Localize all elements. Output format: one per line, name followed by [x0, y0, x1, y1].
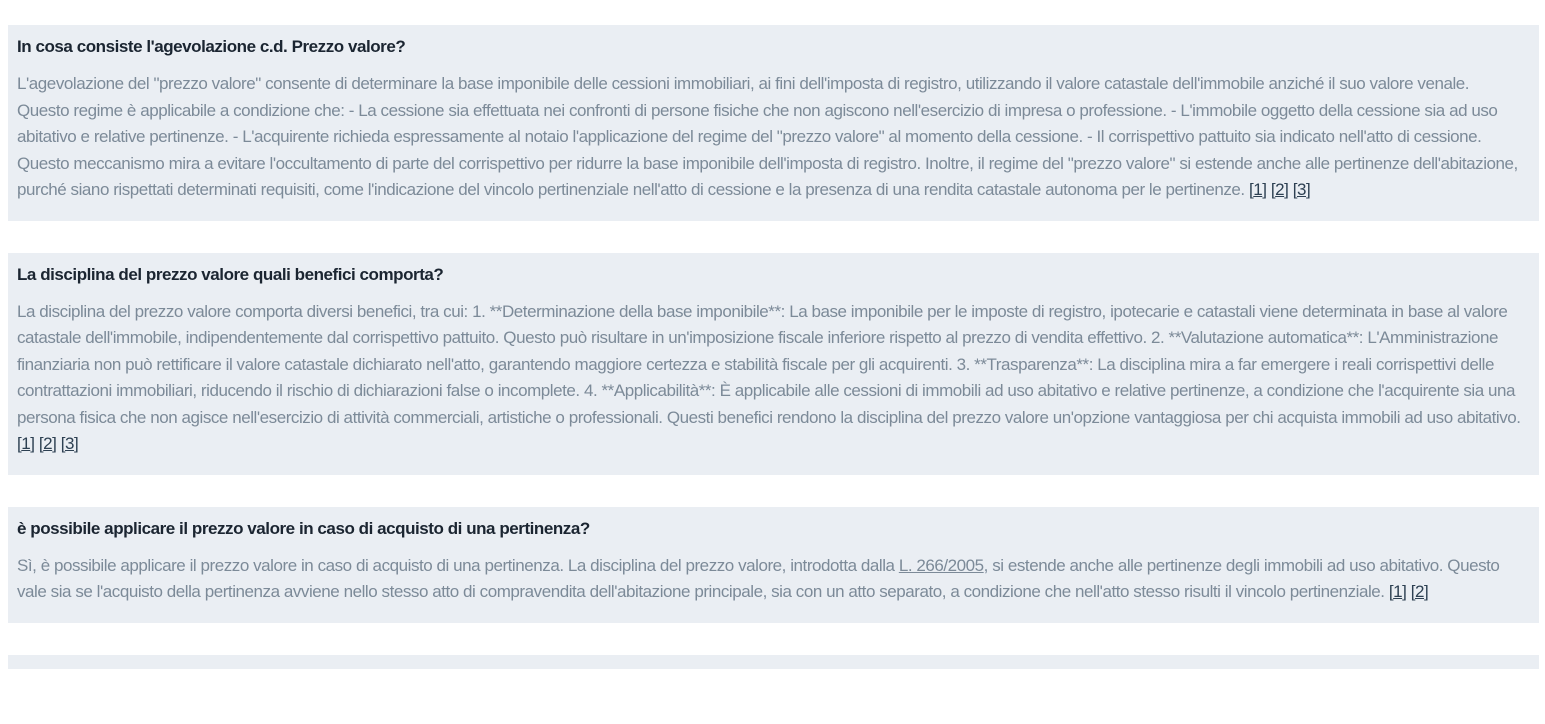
faq-question: è possibile applicare il prezzo valore in caso di acquisto di una pertinenza? — [17, 518, 590, 538]
faq-answer: L'agevolazione del "prezzo valore" consente di determinare la base imponibile delle cessioni immobiliari, ai fini dell'imposta di registro, utilizzando il valore catastale dell'immobile anziché il suo valore venale. Questo regime è applicabile a condizione che: - La cessione sia effettuata nei confronti di persone fisiche che non agiscono nell'esercizio di impresa o professione. - L'immobile oggetto della cessione sia ad uso abitativo e relative pertinenze. - L'acquirente richieda espressamente al notaio l'applicazione del regime del "prezzo valore" al momento della cessione. - Il corrispettivo pattuito sia indicato nell'atto di cessione. Questo meccanismo mira a evitare l'occultamento di parte del corrispettivo per ridurre la base imponibile dell'imposta di registro. Inoltre, il regime del "prezzo valore" si estende anche alle pertinenze dell'abitazione, purché siano rispettati determinati requisiti, come l'indicazione del vincolo pertinenziale nell'atto di cessione e la presenza di una rendita catastale autonoma per le pertinenze. [1] [2] [3] — [17, 74, 1518, 199]
law-reference-link[interactable]: L. 266/2005 — [898, 555, 984, 575]
faq-item — [8, 25, 1539, 221]
citation-link[interactable]: [2] — [1410, 582, 1429, 601]
faq-question: La disciplina del prezzo valore quali benefici comporta? — [17, 264, 444, 284]
faq-item-partial — [8, 655, 1539, 669]
citation-link[interactable]: [3] — [1292, 180, 1311, 199]
faq-answer: Sì, è possibile applicare il prezzo valore in caso di acquisto di una pertinenza. La disciplina del prezzo valore, introdotta dalla L. 266/2005, si estende anche alle pertinenze degli immobili ad uso abitativo. Questo vale sia se l'acquisto della pertinenza avviene nello stesso atto di compravendita dell'abitazione principale, sia con un atto separato, a condizione che nell'atto stesso risulti il vincolo pertinenziale. [1] [2] — [17, 555, 1500, 601]
citation-link[interactable]: [1] — [1388, 582, 1407, 601]
citation-link[interactable]: [2] — [1270, 180, 1289, 199]
citation-link[interactable]: [2] — [38, 434, 57, 453]
citation-link[interactable]: [1] — [1248, 180, 1267, 199]
citation-link[interactable]: [3] — [60, 434, 79, 453]
citation-link[interactable]: [1] — [17, 434, 35, 453]
faq-item — [8, 253, 1539, 475]
faq-question: In cosa consiste l'agevolazione c.d. Prezzo valore? — [17, 37, 406, 56]
faq-list — [0, 25, 1545, 623]
faq-item — [8, 507, 1539, 623]
faq-answer: La disciplina del prezzo valore comporta diversi benefici, tra cui: 1. **Determinazione della base imponibile**: La base imponibile per le imposte di registro, ipotecarie e catastali viene determinata in base al valore catastale dell'immobile, indipendentemente dal corrispettivo pattuito. Questo può risultare in un'imposizione fiscale inferiore rispetto al prezzo di vendita effettivo. 2. **Valutazione automatica**: L'Amministrazione finanziaria non può rettificare il valore catastale dichiarato nell'atto, garantendo maggiore certezza e stabilità fiscale per gli acquirenti. 3. **Trasparenza**: La disciplina mira a far emergere i reali corrispettivi delle contrattazioni immobiliari, riducendo il rischio di dichiarazioni false o incomplete. 4. **Applicabilità**: È applicabile alle cessioni di immobili ad uso abitativo e relative pertinenze, a condizione che l'acquirente sia una persona fisica che non agisce nell'esercizio di attività commerciali, artistiche o professionali. Questi benefici rendono la disciplina del prezzo valore un'opzione vantaggiosa per chi acquista immobili ad uso abitativo. [1] [2] [3] — [17, 301, 1521, 453]
